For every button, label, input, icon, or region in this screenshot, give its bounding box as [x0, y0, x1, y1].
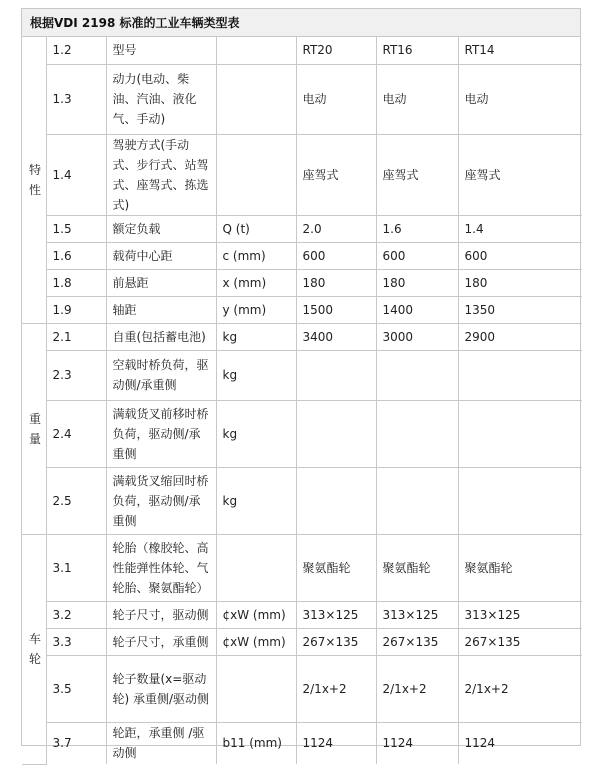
value-rt16	[376, 400, 458, 467]
value-rt20: 2/1x+2	[296, 655, 376, 722]
value-rt20: RT20	[296, 37, 376, 64]
row-unit: kg	[216, 467, 296, 534]
row-number: 3.7	[46, 722, 106, 764]
value-rt14: 聚氨酯轮	[458, 534, 582, 601]
row-number: 3.2	[46, 601, 106, 628]
value-rt14: 1124	[458, 722, 582, 764]
value-rt14: RT14	[458, 37, 582, 64]
row-number: 1.5	[46, 215, 106, 242]
table-row	[22, 400, 582, 467]
row-item: 额定负载	[106, 215, 216, 242]
value-rt14	[458, 350, 582, 400]
value-rt16	[376, 350, 458, 400]
table-row	[22, 655, 582, 722]
table-row	[22, 242, 582, 269]
row-item: 轮子尺寸，承重侧	[106, 628, 216, 655]
value-rt16: 电动	[376, 64, 458, 134]
row-item: 自重(包括蓄电池)	[106, 323, 216, 350]
value-rt16	[376, 467, 458, 534]
row-item: 载荷中心距	[106, 242, 216, 269]
value-rt16: 267×135	[376, 628, 458, 655]
row-number: 1.8	[46, 269, 106, 296]
row-number: 1.6	[46, 242, 106, 269]
value-rt16: 1124	[376, 722, 458, 764]
row-number: 3.3	[46, 628, 106, 655]
group-label-wheels: 车轮	[22, 534, 46, 764]
row-unit: kg	[216, 350, 296, 400]
row-item: 轮子尺寸，驱动侧	[106, 601, 216, 628]
value-rt16: 600	[376, 242, 458, 269]
row-number: 1.2	[46, 37, 106, 64]
value-rt20: 聚氨酯轮	[296, 534, 376, 601]
table-row	[22, 534, 582, 601]
value-rt16: RT16	[376, 37, 458, 64]
row-unit: Q (t)	[216, 215, 296, 242]
value-rt20: 1500	[296, 296, 376, 323]
row-item: 动力(电动、柴油、汽油、液化气、手动)	[106, 64, 216, 134]
row-unit: x (mm)	[216, 269, 296, 296]
row-unit	[216, 655, 296, 722]
row-unit: ¢xW (mm)	[216, 628, 296, 655]
row-unit: b11 (mm)	[216, 722, 296, 764]
table-row	[22, 628, 582, 655]
value-rt20: 267×135	[296, 628, 376, 655]
group-label-features: 特性	[22, 37, 46, 323]
row-item: 型号	[106, 37, 216, 64]
row-number: 2.3	[46, 350, 106, 400]
table-row	[22, 64, 582, 134]
row-item: 轴距	[106, 296, 216, 323]
table-row	[22, 350, 582, 400]
value-rt20: 座驾式	[296, 134, 376, 215]
row-item: 轮距，承重侧 /驱动侧	[106, 722, 216, 764]
row-number: 2.1	[46, 323, 106, 350]
row-item: 轮子数量(x=驱动轮) 承重侧/驱动侧	[106, 655, 216, 722]
value-rt20: 600	[296, 242, 376, 269]
spec-table	[22, 37, 582, 765]
value-rt20: 180	[296, 269, 376, 296]
row-unit	[216, 134, 296, 215]
value-rt14: 600	[458, 242, 582, 269]
value-rt14: 2900	[458, 323, 582, 350]
row-unit: ¢xW (mm)	[216, 601, 296, 628]
table-title: 根据VDI 2198 标准的工业车辆类型表	[22, 9, 580, 37]
value-rt20: 3400	[296, 323, 376, 350]
value-rt14: 1.4	[458, 215, 582, 242]
value-rt20: 电动	[296, 64, 376, 134]
table-row	[22, 601, 582, 628]
value-rt16: 聚氨酯轮	[376, 534, 458, 601]
table-row	[22, 467, 582, 534]
row-number: 2.5	[46, 467, 106, 534]
value-rt14: 2/1x+2	[458, 655, 582, 722]
row-item: 驾驶方式(手动式、步行式、站驾式、座驾式、拣选式)	[106, 134, 216, 215]
row-unit	[216, 534, 296, 601]
value-rt14	[458, 467, 582, 534]
value-rt14: 180	[458, 269, 582, 296]
row-unit	[216, 37, 296, 64]
table-row	[22, 323, 582, 350]
value-rt20: 1124	[296, 722, 376, 764]
row-item: 轮胎（橡胶轮、高性能弹性体轮、气轮胎、聚氨酯轮）	[106, 534, 216, 601]
table-row	[22, 215, 582, 242]
row-unit: y (mm)	[216, 296, 296, 323]
value-rt20: 2.0	[296, 215, 376, 242]
row-unit	[216, 64, 296, 134]
row-number: 1.9	[46, 296, 106, 323]
row-unit: kg	[216, 323, 296, 350]
value-rt14	[458, 400, 582, 467]
row-number: 1.4	[46, 134, 106, 215]
value-rt14: 1350	[458, 296, 582, 323]
value-rt20: 313×125	[296, 601, 376, 628]
row-item: 满载货叉前移时桥负荷，驱动侧/承重侧	[106, 400, 216, 467]
row-number: 3.1	[46, 534, 106, 601]
table-row	[22, 296, 582, 323]
value-rt20	[296, 400, 376, 467]
table-row	[22, 37, 582, 64]
value-rt16: 1.6	[376, 215, 458, 242]
group-label-weights: 重量	[22, 323, 46, 534]
value-rt16: 180	[376, 269, 458, 296]
value-rt20	[296, 467, 376, 534]
value-rt16: 座驾式	[376, 134, 458, 215]
value-rt20	[296, 350, 376, 400]
row-item: 前悬距	[106, 269, 216, 296]
row-number: 2.4	[46, 400, 106, 467]
value-rt14: 电动	[458, 64, 582, 134]
value-rt16: 3000	[376, 323, 458, 350]
row-item: 满载货叉缩回时桥负荷，驱动侧/承重侧	[106, 467, 216, 534]
spec-sheet	[21, 8, 581, 761]
row-unit: kg	[216, 400, 296, 467]
row-unit: c (mm)	[216, 242, 296, 269]
row-number: 3.5	[46, 655, 106, 722]
row-item: 空载时桥负荷，驱动侧/承重侧	[106, 350, 216, 400]
table-row	[22, 269, 582, 296]
row-number: 1.3	[46, 64, 106, 134]
value-rt14: 313×125	[458, 601, 582, 628]
value-rt14: 座驾式	[458, 134, 582, 215]
value-rt16: 313×125	[376, 601, 458, 628]
value-rt16: 2/1x+2	[376, 655, 458, 722]
value-rt16: 1400	[376, 296, 458, 323]
value-rt14: 267×135	[458, 628, 582, 655]
table-row	[22, 722, 582, 764]
table-row	[22, 134, 582, 215]
